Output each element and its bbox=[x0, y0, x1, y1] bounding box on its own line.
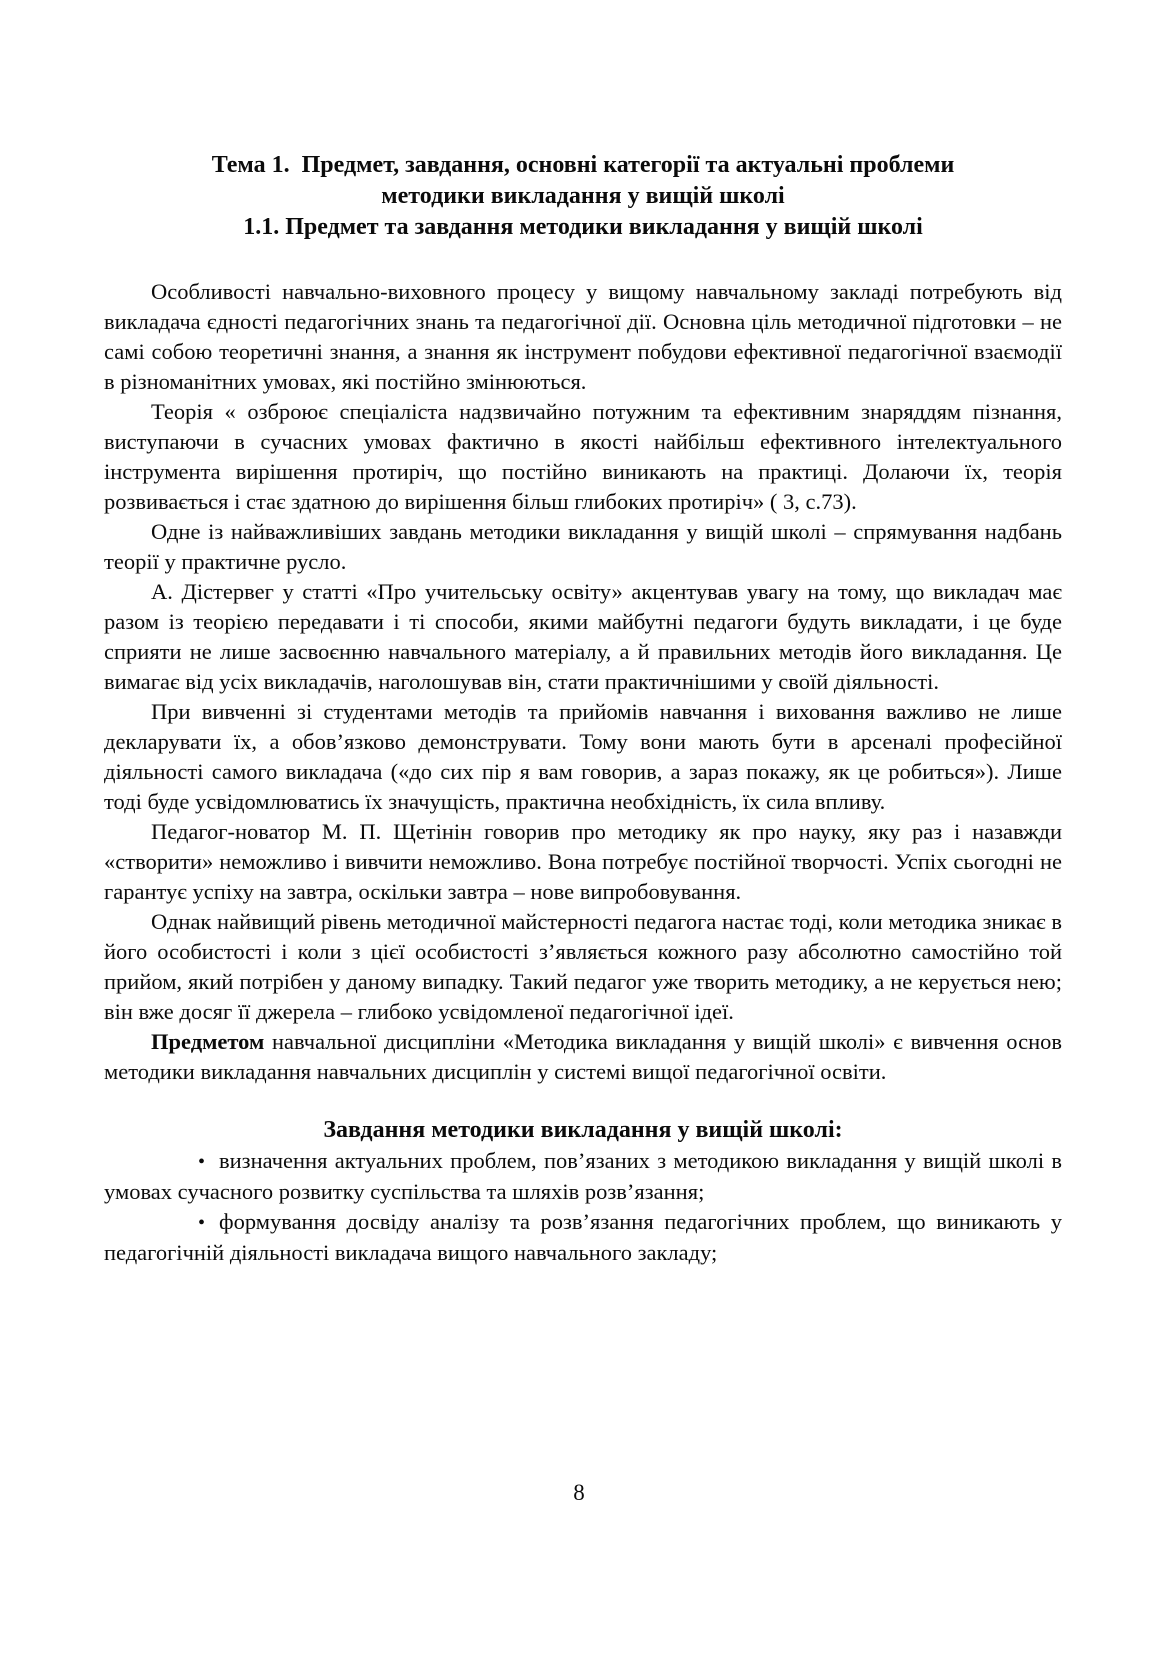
paragraph-7: Однак найвищий рівень методичної майстерності педагога настає тоді, коли методика зникає в його особистості і коли з цієї особистості з’являється кожного разу абсолютно самостійно той прийом, який потрібен у даному випадку. Такий педагог уже творить методику, а не керується нею; він вже досяг її джерела – глибоко усвідомленої педагогічної ідеї. bbox=[104, 909, 1062, 1024]
section-heading: Завдання методики викладання у вищій школі: bbox=[323, 1117, 843, 1143]
paragraph-8 bbox=[104, 1027, 1062, 1087]
bullet-item-2 bbox=[104, 1207, 1062, 1268]
title-line-1: Тема 1. Предмет, завдання, основні категорії та актуальні проблеми bbox=[211, 152, 955, 178]
paragraph-8-lead-word: Предметом bbox=[151, 1029, 265, 1054]
bullet-2-text: формування досвіду аналізу та розв’язання педагогічних проблем, що виникають у педагогічній діяльності викладача вищого навчального закладу; bbox=[104, 1209, 1062, 1265]
paragraph-5: При вивченні зі студентами методів та прийомів навчання і виховання важливо не лише декларувати їх, а обов’язково демонструвати. Тому вони мають бути в арсеналі професійної діяльності самого викладача («до сих пір я вам говорив, а зараз покажу, як це робиться»). Лише тоді буде усвідомлюватись їх значущість, практична необхідність, їх сила впливу. bbox=[104, 699, 1062, 814]
paragraph-8-rest: навчальної дисципліни «Методика викладання у вищій школі» є вивчення основ методики викладання навчальних дисциплін у системі вищої педагогічної освіти. bbox=[104, 1029, 1062, 1084]
bullet-icon: • bbox=[198, 1151, 206, 1173]
bullet-icon: • bbox=[198, 1212, 206, 1234]
page-title bbox=[104, 150, 1062, 243]
paragraph-4: А. Дістервег у статті «Про учительську освіту» акцентував увагу на тому, що викладач має разом із теорією передавати і ті способи, якими майбутні педагоги будуть викладати, і це буде сприяти не лише засвоєнню навчального матеріалу, а й правильних методів його викладання. Це вимагає від усіх викладачів, наголошував він, стати практичнішими у своїй діяльності. bbox=[104, 579, 1062, 694]
bullet-item-1 bbox=[104, 1146, 1062, 1207]
paragraph-6: Педагог-новатор М. П. Щетінін говорив про методику як про науку, яку раз і назавжди «створити» неможливо і вивчити неможливо. Вона потребує постійної творчості. Успіх сьогодні не гарантує успіху на завтра, оскільки завтра – нове випробовування. bbox=[104, 819, 1062, 904]
paragraph-1: Особливості навчально-виховного процесу у вищому навчальному закладі потребують від викладача єдності педагогічних знань та педагогічної дії. Основна ціль методичної підготовки – не самі собою теоретичні знання, а знання як інструмент побудови ефективної педагогічної взаємодії в різноманітних умовах, які постійно змінюються. bbox=[104, 279, 1062, 394]
paragraph-2: Теорія « озброює спеціаліста надзвичайно потужним та ефективним знаряддям пізнання, виступаючи в сучасних умовах фактично в якості найбільш ефективного інтелектуального інструмента вирішення протиріч, що постійно виникають на практиці. Долаючи їх, теорія розвивається і стає здатною до вирішення більш глибоких протиріч» ( 3, с.73). bbox=[104, 399, 1062, 514]
title-line-2: методики викладання у вищій школі bbox=[381, 183, 785, 209]
title-line-3: 1.1. Предмет та завдання методики викладання у вищій школі bbox=[243, 214, 923, 240]
paragraph-3: Одне із найважливіших завдань методики викладання у вищій школі – спрямування надбань теорії у практичне русло. bbox=[104, 519, 1062, 574]
page-number: 8 bbox=[573, 1480, 585, 1505]
bullet-1-text: визначення актуальних проблем, пов’язаних з методикою викладання у вищій школі в умовах сучасного розвитку суспільства та шляхів розв’язання; bbox=[104, 1148, 1062, 1204]
